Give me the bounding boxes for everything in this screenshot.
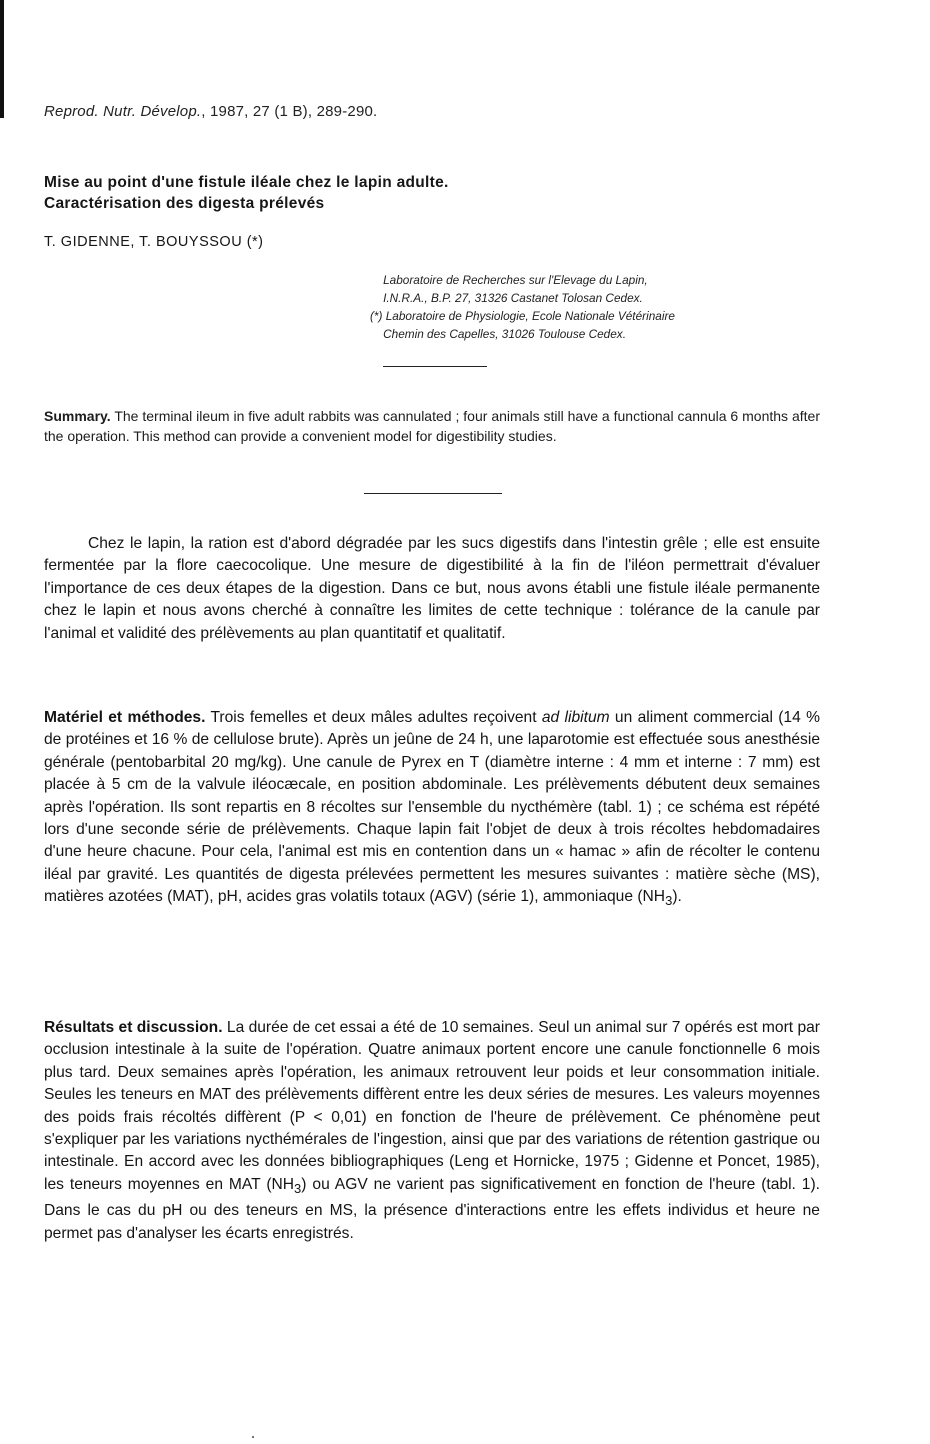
scan-speck <box>252 1436 254 1438</box>
affiliations <box>370 271 675 343</box>
authors: T. GIDENNE, T. BOUYSSOU (*) <box>44 234 264 250</box>
intro-paragraph: Chez le lapin, la ration est d'abord dégradée par les sucs digestifs dans l'intestin grêle ; elle est ensuite fermentée par la flore caecocolique. Une mesure de digestibilité à la fin de l'iléon permettrait d'évaluer l'importance de ces deux étapes de la digestion. Dans ce but, nous avons établi une fistule iléale permanente chez le lapin et nous avons cherché à connaître les limites de cette technique : tolérance de la canule par l'animal et validité des prélèvements au plan quantitatif et qualitatif. <box>44 535 820 642</box>
title-line-1: Mise au point d'une fistule iléale chez le lapin adulte. <box>44 174 449 191</box>
results-heading: Résultats et discussion. <box>44 1019 223 1036</box>
methods-italic-term: ad libitum <box>541 709 610 726</box>
scan-edge-mark <box>0 0 4 118</box>
methods-text: un aliment commercial (14 % de protéines et 16 % de cellulose brute). Après un jeûne de 24 h, une laparotomie est effectuée sous anesthésie générale (pentobarbital 20 mg/kg). Une canule de Pyrex en T (diamètre interne : 4 mm et interne : 7 mm) est placée à 5 cm de la valvule iléocæcale, en position abdominale. Les prélèvements débutent deux semaines après l'opération. Ils sont repartis en 8 récoltes sur l'ensemble du nycthémère (tabl. 1) ; ce schéma est répété lors d'une seconde série de prélèvements. Chaque lapin fait l'objet de deux à trois récoltes hebdomadaires d'une heure chacune. Pour cela, l'animal est mis en contention dans un « hamac » afin de récolter le contenu iléal par gravité. Les quantités de digesta prélevées permettent les mesures suivantes : matière sèche (MS), matières azotées (MAT), pH, acides gras volatils totaux (AGV) (série 1), ammoniaque (NH <box>44 709 820 906</box>
methods-text: ). <box>672 888 682 906</box>
subscript: 3 <box>665 893 673 909</box>
journal-abbrev: Reprod. Nutr. Dévelop. <box>44 103 202 120</box>
results-text: La durée de cet essai a été de 10 semaines. Seul un animal sur 7 opérés est mort par occlusion intestinale à la suite de l'opération. Quatre animaux portent encore une canule fonctionnelle 6 mois plus tard. Deux semaines après l'opération, les animaux retrouvent leur poids et leur consommation initiale. Seules les teneurs en MAT des prélèvements diffèrent entre les deux séries de mesures. Les valeurs moyennes des poids frais récoltés diffèrent (P < 0,01) en fonction de l'heure de prélèvement. Ce phénomène peut s'expliquer par les variations nycthémérales de l'ingestion, ainsi que par des variations de rétention gastrique ou intestinale. En accord avec les données bibliographiques (Leng et Hornicke, 1975 ; Gidenne et Poncet, 1985), les teneurs moyennes en MAT (NH <box>44 1019 820 1193</box>
results-paragraph <box>44 1017 820 1245</box>
results-text: ) ou AGV ne varient pas significativement en fonction de l'heure (tabl. 1). Dans le cas du pH ou des teneurs en MS, la présence d'interactions entre les effets individus et heure ne permet pas d'analyser les écarts enregistrés. <box>44 1175 821 1242</box>
summary-heading: Summary. <box>44 408 111 424</box>
summary-text: The terminal ileum in five adult rabbits was cannulated ; four animals still have a functional cannula 6 months after the operation. This method can provide a convenient model for digestibility studies. <box>44 408 820 444</box>
methods-heading: Matériel et méthodes. <box>44 709 206 726</box>
citation-details: , 1987, 27 (1 B), 289-290. <box>201 103 378 120</box>
methods-paragraph <box>44 707 820 913</box>
summary-paragraph <box>44 407 820 446</box>
methods-text: Trois femelles et deux mâles adultes reçoivent <box>205 709 542 726</box>
separator-rule <box>364 493 502 494</box>
journal-citation <box>44 103 377 120</box>
article-title <box>44 172 449 214</box>
separator-rule <box>383 366 487 367</box>
affiliation-line: Chemin des Capelles, 31026 Toulouse Cedex. <box>370 327 626 341</box>
affiliation-line: Laboratoire de Recherches sur l'Elevage du Lapin, <box>370 273 648 287</box>
affiliation-line: (*) Laboratoire de Physiologie, Ecole Nationale Vétérinaire <box>370 309 675 323</box>
subscript: 3 <box>294 1180 302 1196</box>
affiliation-line: I.N.R.A., B.P. 27, 31326 Castanet Tolosan Cedex. <box>370 291 643 305</box>
title-line-2: Caractérisation des digesta prélevés <box>44 195 325 212</box>
